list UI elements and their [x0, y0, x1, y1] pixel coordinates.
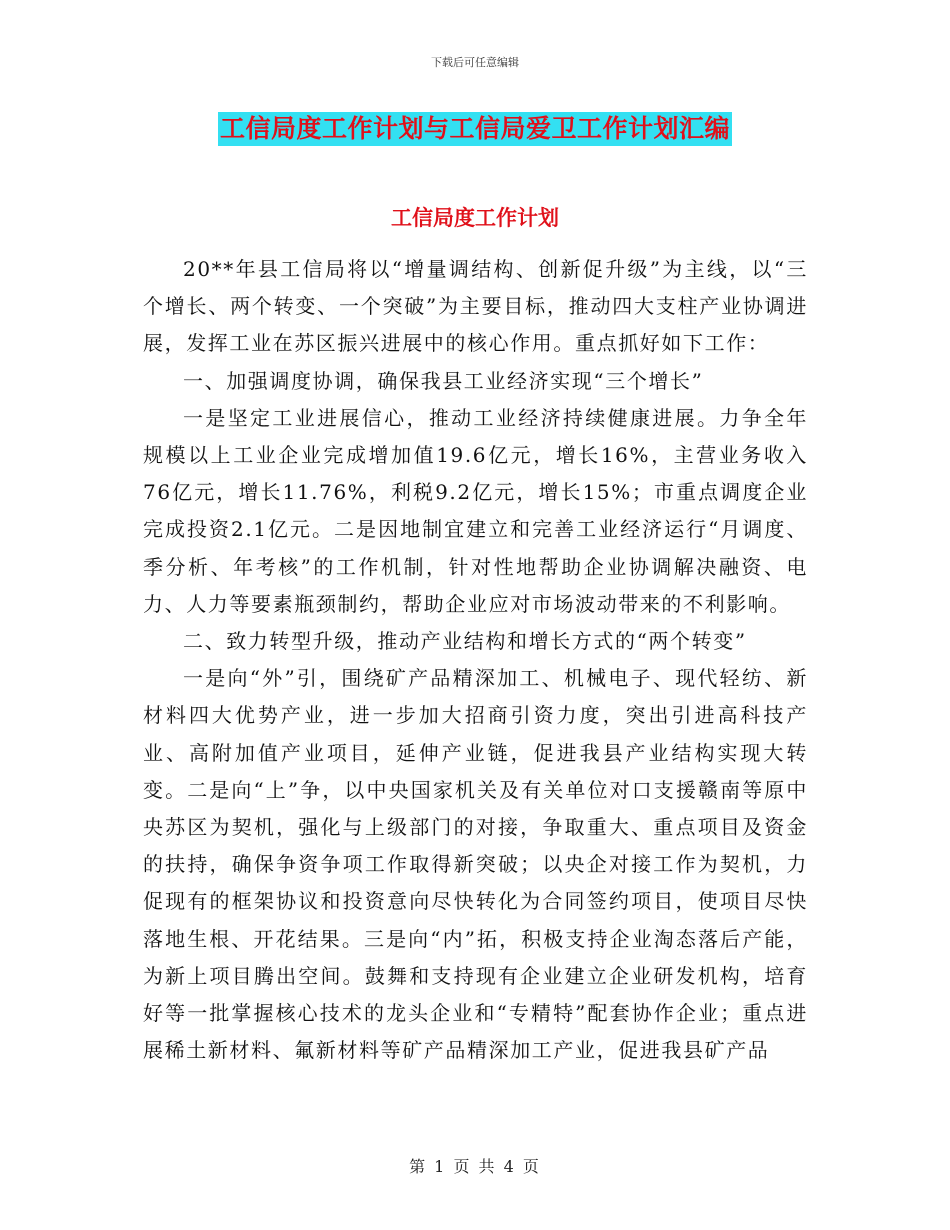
header-note: 下载后可任意编辑 [431, 56, 519, 69]
paragraph-intro: 20**年县工信局将以“增量调结构、创新促升级”为主线，以“三个增长、两个转变、一个突破”为主要目标，推动四大支柱产业协调进展，发挥工业在苏区振兴进展中的核心作用。重点抓好如下工作： [143, 257, 808, 356]
main-title-container [0, 112, 950, 146]
section-title: 工信局度工作计划 [391, 206, 559, 230]
paragraph-2: 一是向“外”引，围绕矿产品精深加工、机械电子、现代轻纺、新材料四大优势产业，进一步加大招商引资力度，突出引进高科技产业、高附加值产业项目，延伸产业链，促进我县产业结构实现大转变。二是向“上”争，以中央国家机关及有关单位对口支援赣南等原中央苏区为契机，强化与上级部门的对接，争取重大、重点项目及资金的扶持，确保争资争项工作取得新突破；以央企对接工作为契机，力促现有的框架协议和投资意向尽快转化为合同签约项目，使项目尽快落地生根、开花结果。三是向“内”拓，积极支持企业淘态落后产能，为新上项目腾出空间。鼓舞和支持现有企业建立企业研发机构，培育好等一批掌握核心技术的龙头企业和“专精特”配套协作企业；重点进展稀土新材料、氟新材料等矿产品精深加工产业，促进我县矿产品 [143, 666, 808, 1063]
paragraph-heading-2: 二、致力转型升级，推动产业结构和增长方式的“两个转变” [183, 629, 747, 654]
paragraph-1: 一是坚定工业进展信心，推动工业经济持续健康进展。力争全年规模以上工业企业完成增加值19.6亿元，增长16%，主营业务收入76亿元，增长11.76%，利税9.2亿元，增长15%；市重点调度企业完成投资2.1亿元。二是因地制宜建立和完善工业经济运行“月调度、季分析、年考核”的工作机制，针对性地帮助企业协调解决融资、电力、人力等要素瓶颈制约，帮助企业应对市场波动带来的不利影响。 [143, 405, 808, 616]
main-title: 工信局度工作计划与工信局爱卫工作计划汇编 [218, 112, 732, 146]
paragraph-heading-1: 一、加强调度协调，确保我县工业经济实现“三个增长” [183, 368, 704, 393]
body-text [143, 251, 808, 1069]
page-number: 第 1 页 共 4 页 [409, 1157, 541, 1176]
